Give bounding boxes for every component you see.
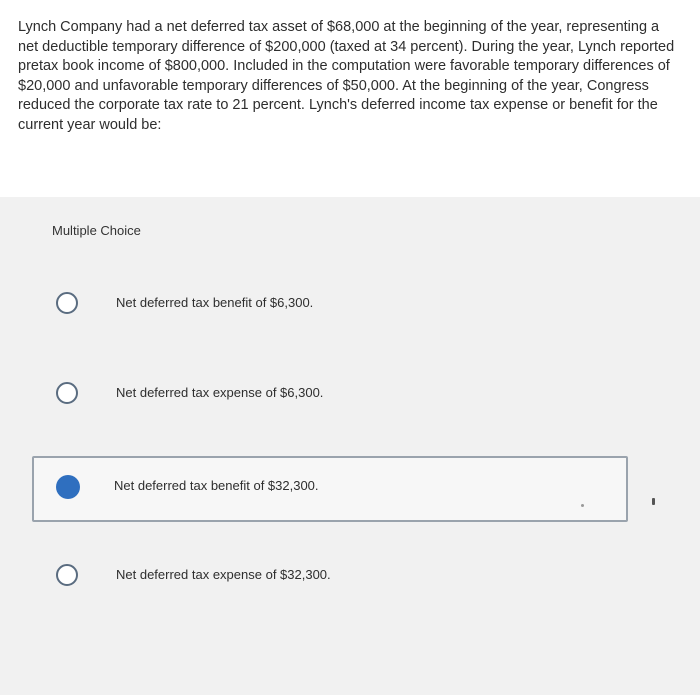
scroll-edge-marker bbox=[652, 498, 655, 505]
answer-option-1[interactable] bbox=[32, 273, 628, 333]
multiple-choice-label: Multiple Choice bbox=[52, 223, 141, 238]
radio-button-empty-icon[interactable] bbox=[56, 564, 78, 586]
radio-button-empty-icon[interactable] bbox=[56, 382, 78, 404]
radio-button-selected-icon[interactable] bbox=[56, 475, 80, 499]
speck-mark bbox=[581, 504, 584, 507]
answer-option-label: Net deferred tax expense of $6,300. bbox=[116, 385, 324, 400]
answer-option-3[interactable] bbox=[32, 456, 628, 522]
radio-button-empty-icon[interactable] bbox=[56, 292, 78, 314]
answer-panel bbox=[0, 197, 700, 695]
answer-option-label: Net deferred tax benefit of $32,300. bbox=[114, 478, 319, 493]
answer-option-label: Net deferred tax benefit of $6,300. bbox=[116, 295, 314, 310]
question-text: Lynch Company had a net deferred tax asset of $68,000 at the beginning of the year, representing a net deductible temporary difference of $200,000 (taxed at 34 percent). During the year, Lynch reported pretax book income of $800,000. Included in the computation were favorable temporary differences of $20,000 and unfavorable temporary differences of $50,000. At the beginning of the year, Congress reduced the corporate tax rate to 21 percent. Lynch's deferred income tax expense or benefit for the current year would be: bbox=[18, 19, 675, 133]
answer-option-2[interactable] bbox=[32, 363, 628, 423]
answer-option-label: Net deferred tax expense of $32,300. bbox=[116, 567, 331, 582]
answer-option-4[interactable] bbox=[32, 545, 628, 605]
